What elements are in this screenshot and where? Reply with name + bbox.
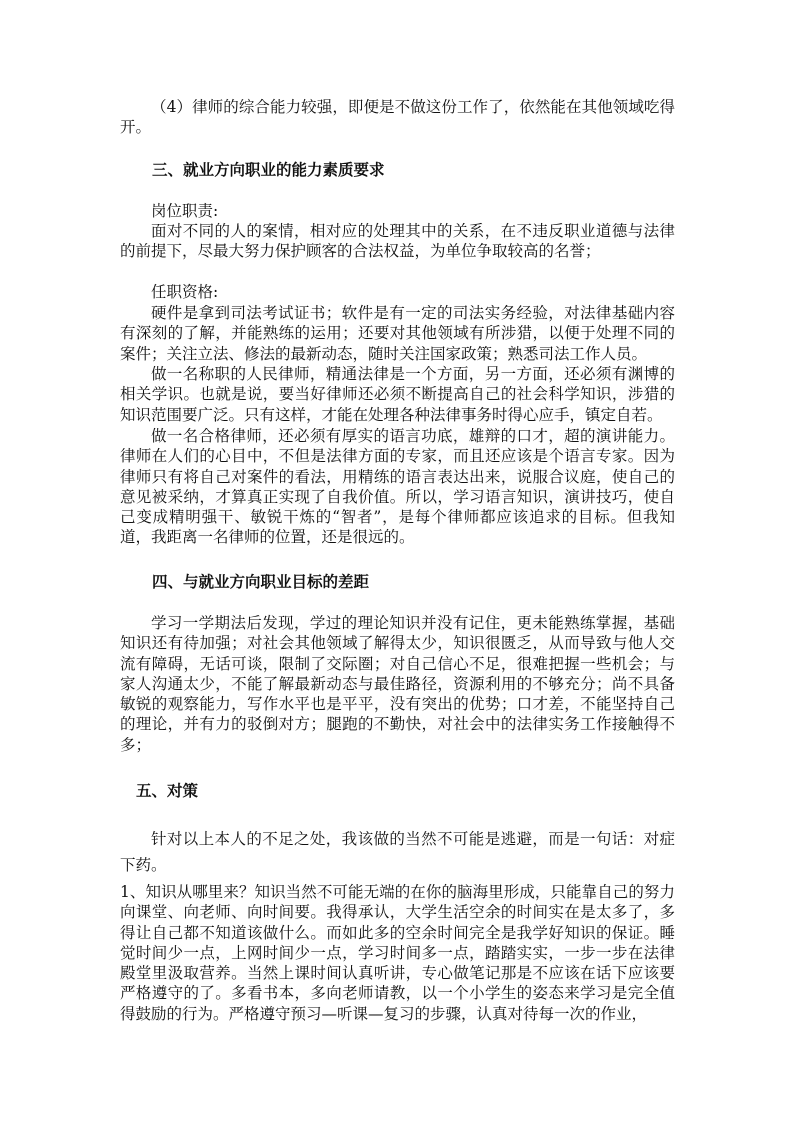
section-heading-5: 五、对策 — [136, 782, 199, 800]
section-heading-4: 四、与就业方向职业目标的差距 — [152, 573, 370, 591]
paragraph-lawyer-ability: （4）律师的综合能力较强，即便是不做这份工作了，依然能在其他领域吃得开。 — [120, 98, 675, 137]
qualification-label: 任职资格: — [151, 283, 219, 301]
paragraph-competent-lawyer: 做一名称职的人民律师，精通法律是一个方面，另一方面，还必须有渊博的相关学识。也就是说，要当好律师还必须不断提高自己的社会科学知识，涉猎的知识范围要广泛。只有这样，才能在处理各种法律事务时得心应手，镇定自若。 — [120, 365, 675, 424]
list-item-1: 1、知识从哪里来？知识当然不可能无端的在你的脑海里形成，只能靠自己的努力向课堂、向老师、向时间要。我得承认，大学生活空余的时间实在是太多了，多得让自己都不知道该做什么。而如此多的空余时间完全是我学好知识的保证。睡觉时间少一点，上网时间少一点，学习时间多一点，踏踏实实，一步一步在法律殿堂里汲取营养。当然上课时间认真听讲，专心做笔记那是不应该在话下应该要严格遵守的了。多看书本，多向老师请教，以一个小学生的姿态来学习是完全值得鼓励的行为。严格遵守预习—听课—复习的步骤，认真对待每一次的作业， — [120, 883, 675, 1023]
paragraph-language-skills: 做一名合格律师，还必须有厚实的语言功底，雄辩的口才，超的演讲能力。律师在人们的心目中，不但是法律方面的专家，而且还应该是个语言专家。因为律师只有将自己对案件的看法，用精练的语言表达出来，说服合议庭，使自己的意见被采纳，才算真正实现了自我价值。所以，学习语言知识，演讲技巧，使自己变成精明强干、敏锐干炼的“智者”，是每个律师都应该追求的目标。但我知道，我距离一名律师的位置，还是很远的。 — [120, 427, 675, 547]
duty-label: 岗位职责: — [151, 202, 219, 220]
paragraph-strategy: 针对以上本人的不足之处，我该做的当然不可能是逃避，而是一句话：对症下药。 — [120, 830, 675, 874]
qualification-text: 硬件是拿到司法考试证书；软件是有一定的司法实务经验，对法律基础内容有深刻的了解，并能熟练的运用；还要对其他领域有所涉猎，以便于处理不同的案件；关注立法、修法的最新动态，随时关注国家政策；熟悉司法工作人员。 — [120, 304, 675, 363]
duty-text: 面对不同的人的案情，相对应的处理其中的关系，在不违反职业道德与法律的前提下，尽最大努力保护顾客的合法权益，为单位争取较高的名誉； — [120, 222, 675, 261]
paragraph-gap: 学习一学期法后发现，学过的理论知识并没有记住，更未能熟练掌握，基础知识还有待加强；对社会其他领域了解得太少，知识很匮乏，从而导致与他人交流有障碍，无话可谈，限制了交际圈；对自己信心不足，很难把握一些机会；与家人沟通太少，不能了解最新动态与最佳路径，资源利用的不够充分；尚不具备敏锐的观察能力，写作水平也是平平，没有突出的优势；口才差，不能坚持自己的理论，并有力的驳倒对方；腿跑的不勤快，对社会中的法律实务工作接触得不多； — [120, 614, 675, 754]
section-heading-3: 三、就业方向职业的能力素质要求 — [152, 161, 385, 179]
